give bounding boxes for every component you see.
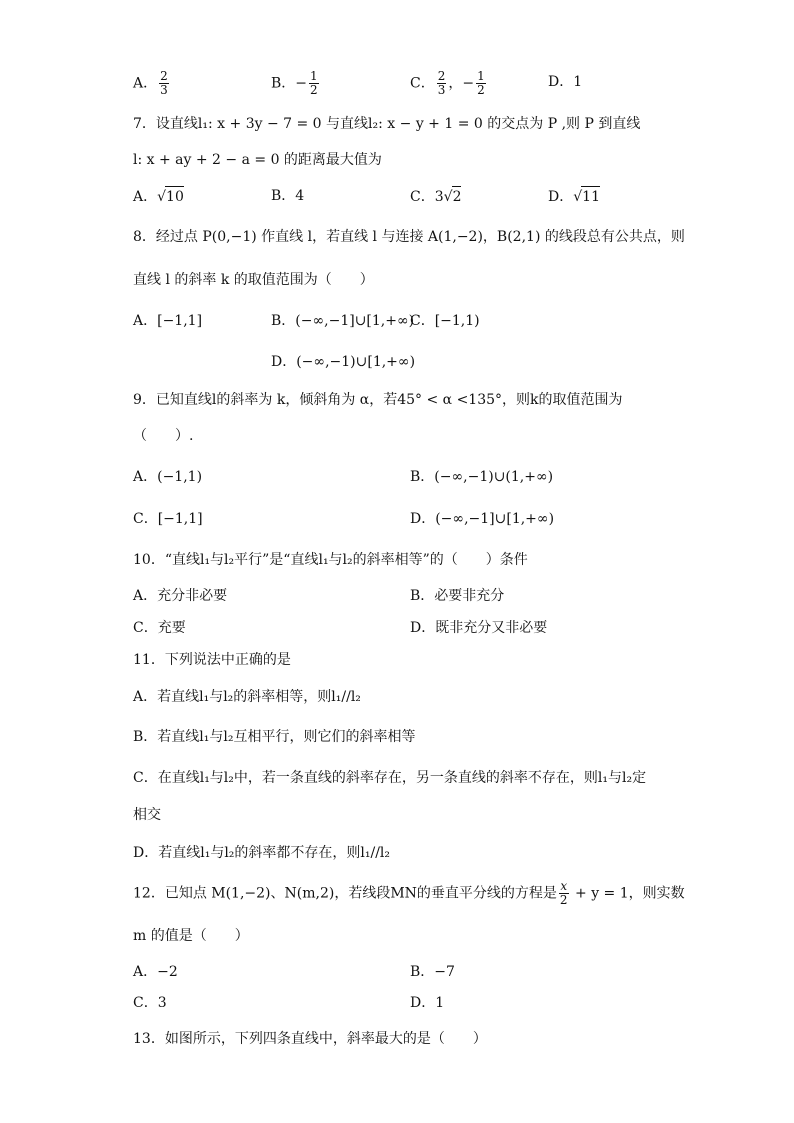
fraction: $\frac{2}{3}$ [160,69,168,97]
q12-option-a: A．−2 [133,964,178,980]
q8-stem-line2: 直线 l 的斜率 k 的取值范围为（ ） [133,272,374,288]
fraction: $\frac{2}{3}$ [437,69,446,97]
q9-option-c: C．[−1,1] [133,511,203,527]
q11-option-a: A．若直线l₁与l₂的斜率相等，则l₁//l₂ [133,689,361,705]
q12-option-c: C．3 [133,995,167,1011]
q8-option-b: B．(−∞,−1]∪[1,+∞) [271,313,415,329]
q12-option-b: B．−7 [410,964,455,980]
q6-option-c: C． $\frac{2}{3}$ ，− $\frac{1}{2}$ [410,69,485,97]
q9-stem-line2: （ ）. [133,428,194,444]
q9-option-a: A．(−1,1) [133,469,203,485]
q11-option-d: D．若直线l₁与l₂的斜率都不存在，则l₁//l₂ [133,845,391,861]
q9-stem-line1: 9．已知直线l的斜率为 k，倾斜角为 α，若45° < α <135°，则k的取值范围为 [133,392,623,408]
q8-option-c: C．[−1,1) [410,313,480,329]
q7-option-a: A．√10 [133,186,184,207]
q6-option-d: D．1 [548,74,583,90]
q11-stem: 11．下列说法中正确的是 [133,652,291,668]
q10-option-c: C．充要 [133,620,186,636]
q7-option-d: D．√11 [548,186,600,207]
q8-option-a: A．[−1,1] [133,313,203,329]
q10-option-b: B．必要非充分 [410,588,505,604]
q7-option-b: B．4 [271,188,305,204]
q8-option-d: D．(−∞,−1)∪[1,+∞) [271,354,416,370]
q11-option-b: B．若直线l₁与l₂互相平行，则它们的斜率相等 [133,729,416,745]
q10-option-a: A．充分非必要 [133,588,228,604]
q10-stem: 10．“直线l₁与l₂平行”是“直线l₁与l₂的斜率相等”的（ ）条件 [133,552,528,568]
q10-option-d: D．既非充分又非必要 [410,620,548,636]
fraction: $\frac{1}{2}$ [477,69,485,97]
q7-option-c: C．3√2 [410,186,461,207]
q6-option-b: B．− $\frac{1}{2}$ [271,69,318,97]
q12-option-d: D．1 [410,995,445,1011]
q8-stem-line1: 8．经过点 P(0,−1) 作直线 l，若直线 l 与连接 A(1,−2)，B(2,1) 的线段总有公共点，则 [133,229,685,245]
q7-stem-line2: l: x + ay + 2 − a = 0 的距离最大值为 [133,152,382,168]
q11-option-c-line2: 相交 [133,807,161,823]
q9-option-d: D．(−∞,−1]∪[1,+∞) [410,511,555,527]
q12-stem-line1: 12．已知点 M(1,−2)、N(m,2)，若线段MN的垂直平分线的方程是 $\frac{x}{2}$ + y = 1，则实数 [133,879,685,907]
q7-stem-line1: 7．设直线l₁: x + 3y − 7 = 0 与直线l₂: x − y + 1 = 0 的交点为 P ,则 P 到直线 [133,116,641,132]
q6-option-a: A． $\frac{2}{3}$ [133,69,168,97]
q9-option-b: B．(−∞,−1)∪(1,+∞) [410,469,554,485]
fraction: $\frac{1}{2}$ [310,69,318,97]
q12-stem-line2: m 的值是（ ） [133,928,249,944]
q13-stem: 13．如图所示，下列四条直线中，斜率最大的是（ ） [133,1031,487,1047]
q11-option-c-line1: C．在直线l₁与l₂中，若一条直线的斜率存在，另一条直线的斜率不存在，则l₁与l₂定 [133,770,647,786]
fraction: $\frac{x}{2}$ [559,879,568,907]
